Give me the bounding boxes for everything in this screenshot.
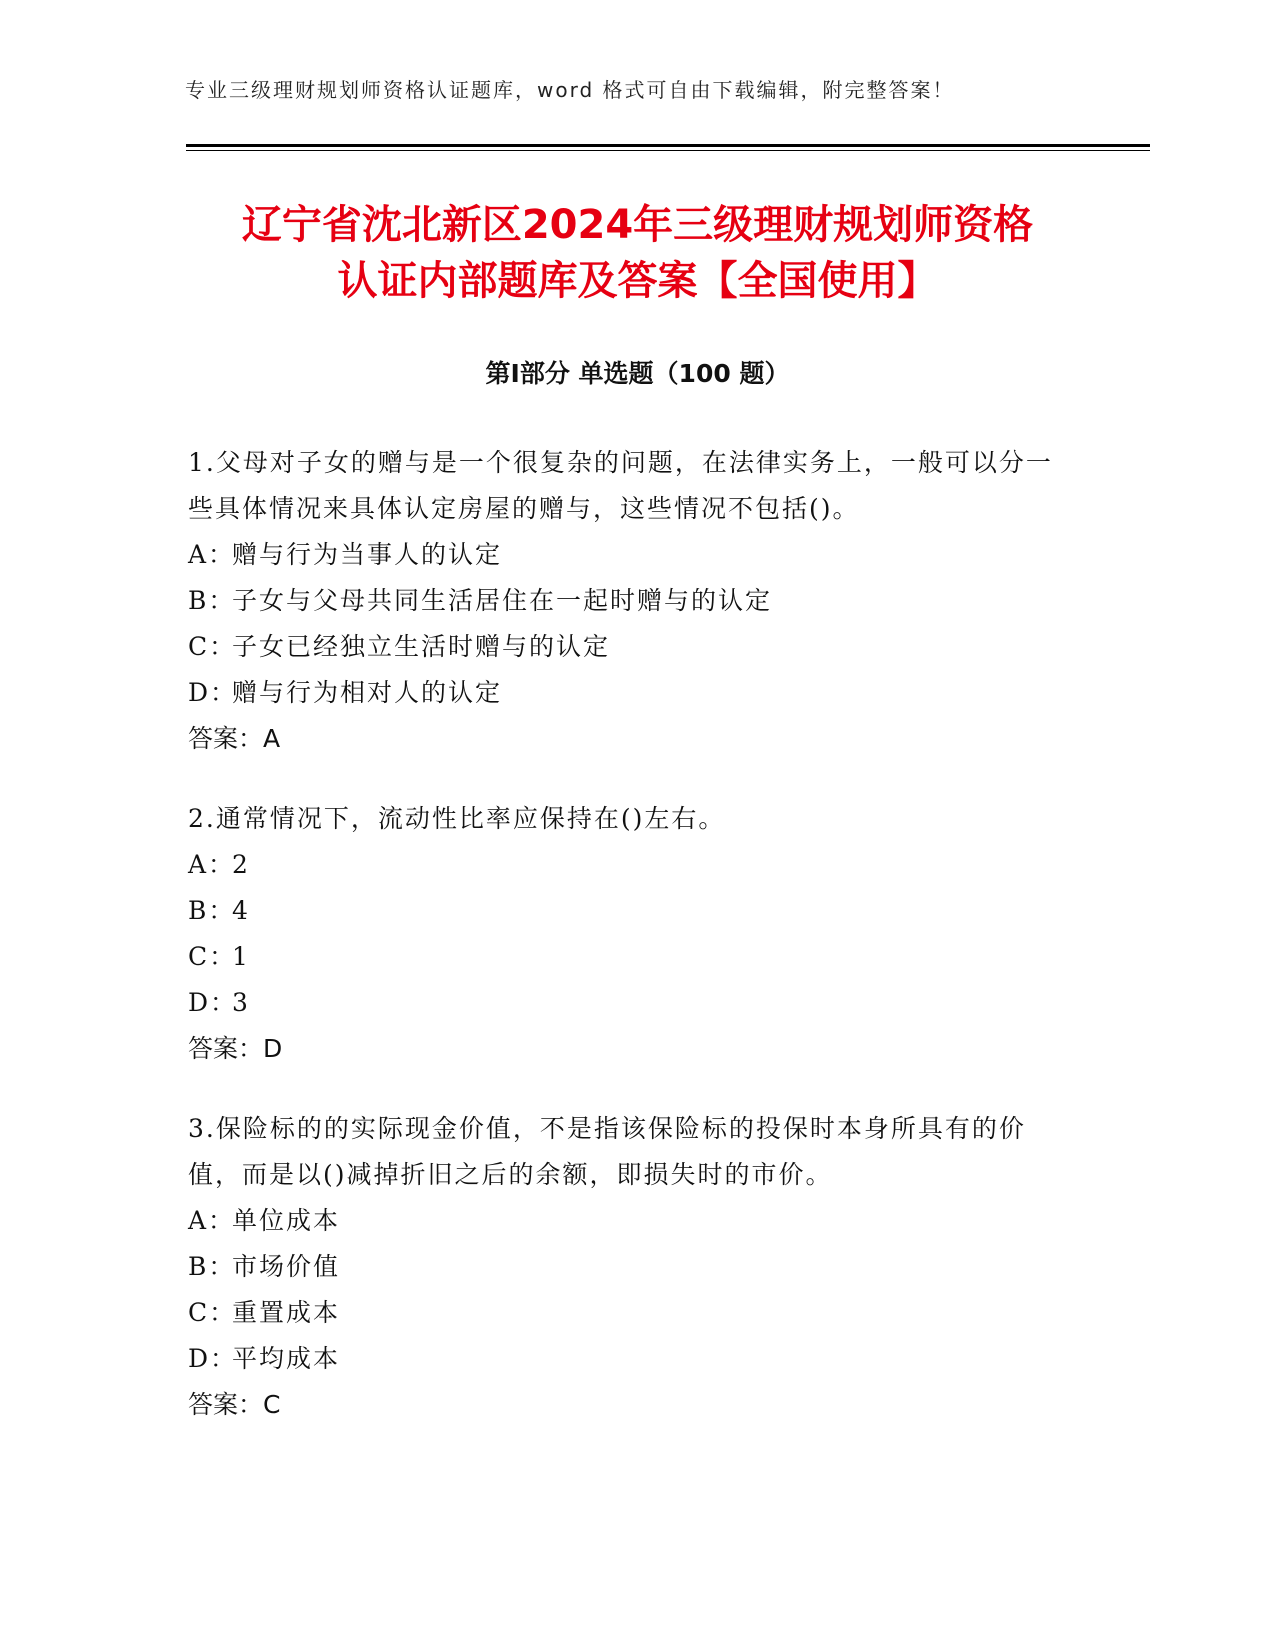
question-list: [188, 440, 1068, 1462]
answer-line: 答案：C: [188, 1390, 281, 1419]
option-text: 重置成本: [232, 1298, 341, 1327]
section-heading: 第Ⅰ部分 单选题（100 题）: [485, 359, 790, 388]
option-key: A：: [188, 540, 236, 569]
option-b: [188, 888, 1068, 934]
option-key: C：: [188, 632, 237, 661]
option-text: 子女与父母共同生活居住在一起时赠与的认定: [232, 586, 773, 615]
option-text: 1: [232, 942, 250, 971]
question-3: [188, 1106, 1068, 1428]
option-c: [188, 1290, 1068, 1336]
answer-line: 答案：A: [188, 724, 281, 753]
option-text: 4: [232, 896, 250, 925]
option-b: [188, 1244, 1068, 1290]
question-stem: 1.父母对子女的赠与是一个很复杂的问题，在法律实务上，一般可以分一些具体情况来具体认定房屋的赠与，这些情况不包括()。: [188, 448, 1053, 523]
document-title-line-1: 辽宁省沈北新区2024年三级理财规划师资格: [241, 202, 1034, 248]
question-stem: 3.保险标的的实际现金价值，不是指该保险标的投保时本身所具有的价值，而是以()减掉折旧之后的余额，即损失时的市价。: [188, 1114, 1026, 1189]
document-title-line-2: 认证内部题库及答案【全国使用】: [337, 258, 938, 304]
option-key: B：: [188, 586, 236, 615]
document-title: [150, 197, 1125, 309]
option-key: B：: [188, 896, 236, 925]
header-divider-thin: [186, 150, 1150, 151]
option-key: D：: [188, 988, 238, 1017]
option-d: [188, 980, 1068, 1026]
option-key: C：: [188, 942, 237, 971]
option-text: 赠与行为当事人的认定: [232, 540, 503, 569]
option-a: [188, 1198, 1068, 1244]
question-1: [188, 440, 1068, 762]
option-d: [188, 670, 1068, 716]
option-text: 单位成本: [232, 1206, 341, 1235]
header-divider-thick: [186, 144, 1150, 147]
option-key: A：: [188, 1206, 236, 1235]
option-text: 赠与行为相对人的认定: [232, 678, 503, 707]
option-text: 子女已经独立生活时赠与的认定: [232, 632, 611, 661]
option-text: 2: [232, 850, 250, 879]
header-note: 专业三级理财规划师资格认证题库，word 格式可自由下载编辑，附完整答案！: [185, 78, 955, 102]
option-key: D：: [188, 1344, 238, 1373]
option-key: B：: [188, 1252, 236, 1281]
option-d: [188, 1336, 1068, 1382]
option-key: D：: [188, 678, 238, 707]
option-text: 3: [232, 988, 250, 1017]
question-stem: 2.通常情况下，流动性比率应保持在()左右。: [188, 804, 726, 833]
option-a: [188, 842, 1068, 888]
option-a: [188, 532, 1068, 578]
option-text: 市场价值: [232, 1252, 341, 1281]
option-key: A：: [188, 850, 236, 879]
option-text: 平均成本: [232, 1344, 341, 1373]
option-key: C：: [188, 1298, 237, 1327]
question-2: [188, 796, 1068, 1072]
option-b: [188, 578, 1068, 624]
option-c: [188, 934, 1068, 980]
answer-line: 答案：D: [188, 1034, 283, 1063]
option-c: [188, 624, 1068, 670]
